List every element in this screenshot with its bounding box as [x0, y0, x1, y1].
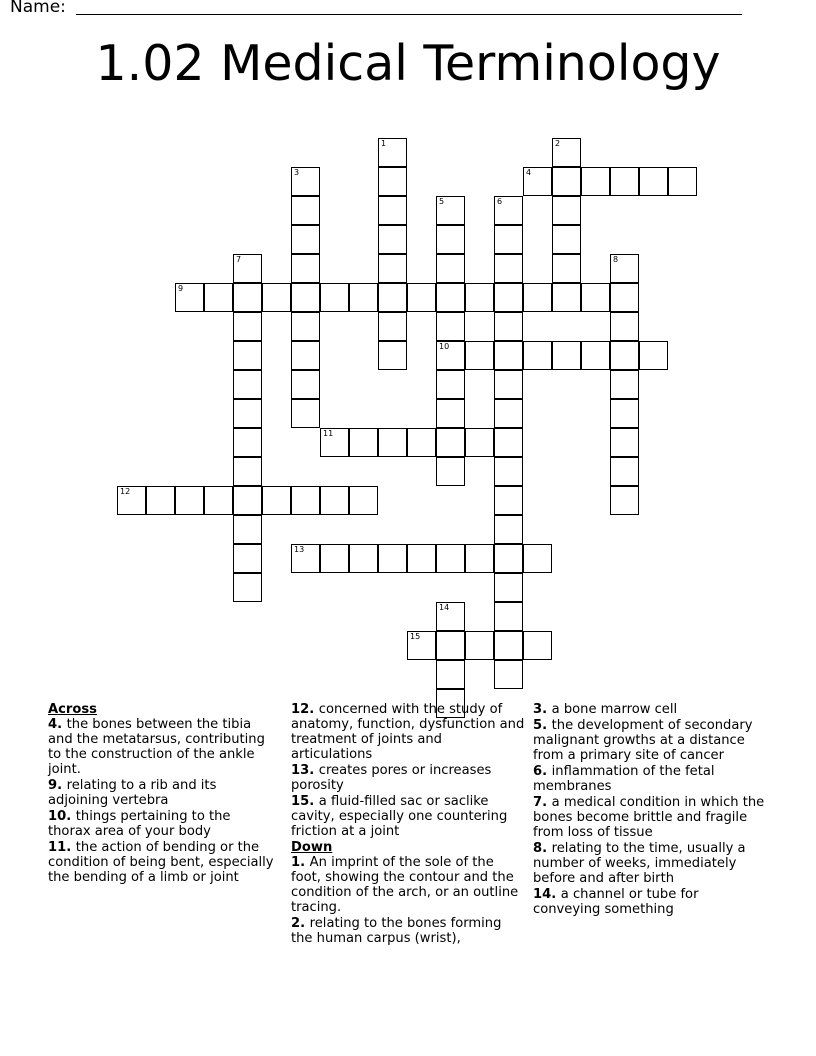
grid-cell[interactable]: [639, 167, 668, 196]
grid-cell[interactable]: [610, 283, 639, 312]
grid-cell[interactable]: [552, 167, 581, 196]
clues-column-2: [291, 702, 527, 947]
grid-cell[interactable]: [552, 225, 581, 254]
clue-number: 12.: [291, 702, 319, 717]
grid-cell[interactable]: [291, 283, 320, 312]
grid-cell[interactable]: [610, 486, 639, 515]
grid-cell[interactable]: [320, 544, 349, 573]
clue-number-8: 8: [613, 255, 619, 264]
clue-text: inflammation of the fetal membranes: [533, 764, 715, 794]
clue-item: [533, 841, 765, 886]
clue-number: 15.: [291, 794, 319, 809]
clue-number-10: 10: [439, 342, 450, 351]
grid-cell[interactable]: [436, 660, 465, 689]
grid-cell[interactable]: [436, 196, 465, 225]
grid-cell[interactable]: [668, 167, 697, 196]
clue-item: [48, 778, 276, 808]
grid-cell[interactable]: [523, 544, 552, 573]
clue-number-5: 5: [439, 197, 445, 206]
grid-cell[interactable]: [436, 544, 465, 573]
grid-cell[interactable]: [436, 283, 465, 312]
grid-cell[interactable]: [523, 167, 552, 196]
grid-cell[interactable]: [610, 312, 639, 341]
clue-number-13: 13: [294, 545, 305, 554]
grid-cell[interactable]: [320, 428, 349, 457]
clue-text: a medical condition in which the bones become brittle and fragile from loss of tissue: [533, 795, 765, 840]
clue-item: [48, 717, 276, 777]
grid-cell[interactable]: [436, 370, 465, 399]
grid-cell[interactable]: [581, 341, 610, 370]
grid-cell[interactable]: [523, 283, 552, 312]
clue-number-12: 12: [120, 487, 131, 496]
down-clues-list: [291, 855, 527, 946]
grid-cell[interactable]: [552, 254, 581, 283]
grid-cell[interactable]: [436, 312, 465, 341]
grid-cell[interactable]: [436, 428, 465, 457]
grid-cell[interactable]: [494, 196, 523, 225]
clue-number-14: 14: [439, 603, 450, 612]
grid-cell[interactable]: [204, 486, 233, 515]
grid-cell[interactable]: [233, 399, 262, 428]
clue-item: [291, 916, 527, 946]
clue-item: [48, 809, 276, 839]
grid-cell[interactable]: [407, 428, 436, 457]
grid-cell[interactable]: [494, 428, 523, 457]
clue-number-1: 1: [381, 139, 387, 148]
clue-number: 9.: [48, 778, 67, 793]
clue-item: [533, 702, 765, 717]
clue-number-7: 7: [236, 255, 242, 264]
grid-cell[interactable]: [233, 457, 262, 486]
grid-cell[interactable]: [291, 486, 320, 515]
across-clues-list: [48, 717, 276, 885]
grid-cell[interactable]: [378, 312, 407, 341]
grid-cell[interactable]: [494, 312, 523, 341]
grid-cell[interactable]: [610, 341, 639, 370]
grid-cell[interactable]: [291, 225, 320, 254]
grid-cell[interactable]: [146, 486, 175, 515]
grid-cell[interactable]: [494, 515, 523, 544]
grid-cell[interactable]: [407, 631, 436, 660]
clue-text: relating to the time, usually a number of weeks, immediately before and after birth: [533, 841, 746, 886]
grid-cell[interactable]: [378, 254, 407, 283]
grid-cell[interactable]: [639, 341, 668, 370]
clues-column-3: [533, 702, 765, 918]
grid-cell[interactable]: [378, 196, 407, 225]
grid-cell[interactable]: [610, 254, 639, 283]
grid-cell[interactable]: [291, 341, 320, 370]
grid-cell[interactable]: [465, 341, 494, 370]
grid-cell[interactable]: [581, 167, 610, 196]
grid-cell[interactable]: [465, 631, 494, 660]
down-heading: Down: [291, 840, 333, 855]
grid-cell[interactable]: [320, 486, 349, 515]
grid-cell[interactable]: [494, 370, 523, 399]
clue-item: [533, 887, 765, 917]
clue-number: 11.: [48, 840, 76, 855]
grid-cell[interactable]: [494, 254, 523, 283]
grid-cell[interactable]: [378, 283, 407, 312]
clue-text: the action of bending or the condition of being bent, especially the bending of a limb or joint: [48, 840, 274, 885]
grid-cell[interactable]: [436, 341, 465, 370]
grid-cell[interactable]: [233, 341, 262, 370]
grid-cell[interactable]: [494, 341, 523, 370]
grid-cell[interactable]: [291, 254, 320, 283]
clue-text: the development of secondary malignant growths at a distance from a primary site of cancer: [533, 718, 753, 763]
grid-cell[interactable]: [291, 312, 320, 341]
grid-cell[interactable]: [610, 370, 639, 399]
grid-cell[interactable]: [523, 631, 552, 660]
clue-number: 5.: [533, 718, 552, 733]
clue-number: 3.: [533, 702, 552, 717]
grid-cell[interactable]: [465, 428, 494, 457]
clue-item: [291, 763, 527, 793]
grid-cell[interactable]: [494, 486, 523, 515]
clues-column-1: [48, 702, 276, 886]
grid-cell[interactable]: [552, 196, 581, 225]
grid-cell[interactable]: [552, 138, 581, 167]
grid-cell[interactable]: [610, 167, 639, 196]
grid-cell[interactable]: [610, 457, 639, 486]
grid-cell[interactable]: [204, 283, 233, 312]
clue-text: a bone marrow cell: [551, 702, 678, 717]
clue-item: [533, 718, 765, 763]
clue-number: 2.: [291, 916, 310, 931]
grid-cell[interactable]: [349, 544, 378, 573]
grid-cell[interactable]: [320, 283, 349, 312]
grid-cell[interactable]: [378, 138, 407, 167]
clue-number-3: 3: [294, 168, 300, 177]
clue-item: [533, 795, 765, 840]
name-label: Name:: [10, 0, 66, 17]
clue-number-9: 9: [178, 284, 184, 293]
grid-cell[interactable]: [262, 283, 291, 312]
across-heading: Across: [48, 702, 97, 717]
clue-number-4: 4: [526, 168, 532, 177]
grid-cell[interactable]: [233, 283, 262, 312]
grid-cell[interactable]: [523, 341, 552, 370]
grid-cell[interactable]: [291, 399, 320, 428]
grid-cell[interactable]: [291, 370, 320, 399]
grid-cell[interactable]: [117, 486, 146, 515]
grid-cell[interactable]: [407, 544, 436, 573]
grid-cell[interactable]: [291, 196, 320, 225]
grid-cell[interactable]: [610, 399, 639, 428]
grid-cell[interactable]: [465, 283, 494, 312]
grid-cell[interactable]: [494, 660, 523, 689]
clue-number-15: 15: [410, 632, 421, 641]
grid-cell[interactable]: [407, 283, 436, 312]
clue-number-11: 11: [323, 429, 334, 438]
clue-text: relating to a rib and its adjoining vertebra: [48, 778, 217, 808]
clue-text: a fluid-filled sac or saclike cavity, especially one countering friction at a joint: [291, 794, 508, 839]
grid-cell[interactable]: [233, 254, 262, 283]
grid-cell[interactable]: [291, 167, 320, 196]
clue-number: 4.: [48, 717, 67, 732]
clue-number: 7.: [533, 795, 552, 810]
clue-text: creates pores or increases porosity: [291, 763, 492, 793]
grid-cell[interactable]: [233, 428, 262, 457]
grid-cell[interactable]: [465, 544, 494, 573]
grid-cell[interactable]: [233, 486, 262, 515]
grid-cell[interactable]: [378, 544, 407, 573]
clue-number: 8.: [533, 841, 552, 856]
clue-item: [291, 855, 527, 915]
grid-cell[interactable]: [494, 573, 523, 602]
grid-cell[interactable]: [233, 515, 262, 544]
grid-cell[interactable]: [494, 457, 523, 486]
grid-cell[interactable]: [175, 283, 204, 312]
clue-text: relating to the bones forming the human carpus (wrist),: [291, 916, 502, 946]
grid-cell[interactable]: [436, 399, 465, 428]
down-clues-list-continued: [533, 702, 765, 917]
grid-cell[interactable]: [233, 370, 262, 399]
grid-cell[interactable]: [494, 225, 523, 254]
grid-cell[interactable]: [581, 283, 610, 312]
clue-number: 14.: [533, 887, 561, 902]
grid-cell[interactable]: [436, 602, 465, 631]
clue-text: things pertaining to the thorax area of your body: [48, 809, 231, 839]
grid-cell[interactable]: [349, 283, 378, 312]
clue-text: a channel or tube for conveying something: [533, 887, 699, 917]
page-title: 1.02 Medical Terminology: [95, 35, 721, 92]
grid-cell[interactable]: [436, 457, 465, 486]
clue-text: the bones between the tibia and the metatarsus, contributing to the construction of the ankle joint.: [48, 717, 265, 777]
grid-cell[interactable]: [233, 544, 262, 573]
grid-cell[interactable]: [349, 428, 378, 457]
grid-cell[interactable]: [552, 283, 581, 312]
grid-cell[interactable]: [494, 399, 523, 428]
grid-cell[interactable]: [291, 544, 320, 573]
clue-item: [291, 794, 527, 839]
clue-number: 1.: [291, 855, 310, 870]
grid-cell[interactable]: [494, 602, 523, 631]
grid-cell[interactable]: [436, 254, 465, 283]
grid-cell[interactable]: [378, 428, 407, 457]
clue-number-6: 6: [497, 197, 503, 206]
grid-cell[interactable]: [378, 167, 407, 196]
clue-text: concerned with the study of anatomy, function, dysfunction and treatment of joints and articulations: [291, 702, 525, 762]
grid-cell[interactable]: [552, 341, 581, 370]
clue-number-2: 2: [555, 139, 561, 148]
grid-cell[interactable]: [494, 544, 523, 573]
clue-item: [48, 840, 276, 885]
grid-cell[interactable]: [175, 486, 204, 515]
grid-cell[interactable]: [436, 225, 465, 254]
grid-cell[interactable]: [494, 283, 523, 312]
grid-cell[interactable]: [262, 486, 291, 515]
grid-cell[interactable]: [436, 631, 465, 660]
clue-item: [533, 764, 765, 794]
clue-number: 13.: [291, 763, 319, 778]
grid-cell[interactable]: [378, 225, 407, 254]
grid-cell[interactable]: [494, 631, 523, 660]
grid-cell[interactable]: [233, 312, 262, 341]
clue-item: [291, 702, 527, 762]
grid-cell[interactable]: [233, 573, 262, 602]
grid-cell[interactable]: [378, 341, 407, 370]
clue-number: 10.: [48, 809, 76, 824]
clue-text: An imprint of the sole of the foot, showing the contour and the condition of the arch, or an outline tracing.: [291, 855, 519, 915]
grid-cell[interactable]: [610, 428, 639, 457]
grid-cell[interactable]: [349, 486, 378, 515]
clue-number: 6.: [533, 764, 552, 779]
across-clues-list-continued: [291, 702, 527, 839]
